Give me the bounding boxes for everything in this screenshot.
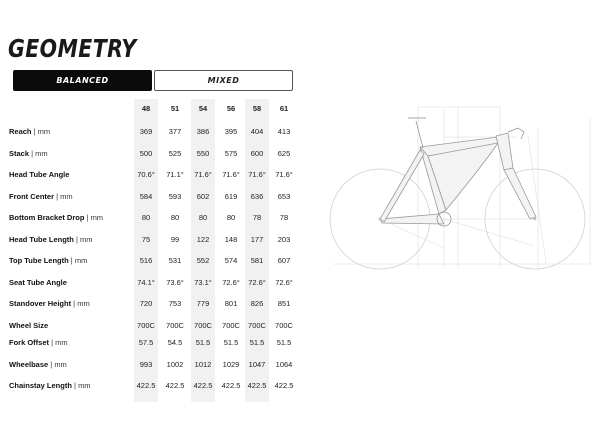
- row-label: Chainstay Length | mm: [9, 381, 91, 390]
- row-label-name: Chainstay Length: [9, 381, 72, 390]
- table-cell: 581: [250, 256, 264, 265]
- table-cell: 73.6°: [166, 278, 184, 287]
- row-label-name: Head Tube Length: [9, 235, 74, 244]
- table-cell: 377: [168, 127, 182, 136]
- table-cell: 71.6°: [275, 170, 293, 179]
- table-cell: 500: [139, 149, 153, 158]
- table-cell: 826: [250, 299, 264, 308]
- row-label: Reach | mm: [9, 127, 51, 136]
- row-label: Front Center | mm: [9, 192, 73, 201]
- table-cell: 70.6°: [137, 170, 155, 179]
- row-label-name: Stack: [9, 149, 30, 158]
- table-cell: 71.6°: [222, 170, 240, 179]
- table-cell: 78: [252, 213, 262, 222]
- table-cell: 71.6°: [194, 170, 212, 179]
- row-label: Head Tube Length | mm: [9, 235, 93, 244]
- table-cell: 993: [139, 360, 153, 369]
- table-cell: 625: [277, 149, 291, 158]
- table-cell: 80: [198, 213, 208, 222]
- row-label: [9, 278, 67, 287]
- table-cell: 386: [196, 127, 210, 136]
- row-label-name: Reach: [9, 127, 32, 136]
- table-cell: 1047: [248, 360, 266, 369]
- row-label-name: Fork Offset: [9, 338, 50, 347]
- table-cell: 80: [170, 213, 180, 222]
- row-label-name: Wheel Size: [9, 321, 49, 330]
- row-label-unit: mm: [74, 256, 88, 265]
- table-cell: 99: [170, 235, 180, 244]
- size-column-bg: [245, 99, 269, 402]
- table-cell: 531: [168, 256, 182, 265]
- row-label-unit: mm: [35, 149, 48, 158]
- table-cell: 72.6°: [248, 278, 266, 287]
- row-label-name: Bottom Bracket Drop: [9, 213, 85, 222]
- table-cell: 80: [141, 213, 151, 222]
- row-label: Top Tube Length | mm: [9, 256, 88, 265]
- row-label-name: Head Tube Angle: [9, 170, 70, 179]
- row-label-unit: mm: [37, 127, 51, 136]
- table-cell: 700C: [166, 321, 184, 330]
- row-label-name: Wheelbase: [9, 360, 49, 369]
- table-cell: 700C: [275, 321, 293, 330]
- table-cell: 80: [226, 213, 236, 222]
- row-label: Bottom Bracket Drop | mm: [9, 213, 104, 222]
- size-header: 56: [226, 104, 236, 113]
- table-cell: 422.5: [165, 381, 185, 390]
- table-cell: 700C: [137, 321, 155, 330]
- table-cell: 54.5: [167, 338, 183, 347]
- table-cell: 607: [277, 256, 291, 265]
- size-header: 48: [141, 104, 151, 113]
- table-cell: 801: [224, 299, 238, 308]
- table-cell: 71.1°: [166, 170, 184, 179]
- table-cell: 369: [139, 127, 153, 136]
- size-header: 54: [198, 104, 208, 113]
- table-cell: 75: [141, 235, 151, 244]
- size-column-bg: [134, 99, 158, 402]
- table-cell: 593: [168, 192, 182, 201]
- table-cell: 779: [196, 299, 210, 308]
- table-cell: 413: [277, 127, 291, 136]
- row-label-unit: mm: [77, 299, 90, 308]
- table-cell: 1029: [222, 360, 240, 369]
- table-cell: 550: [196, 149, 210, 158]
- table-cell: 122: [196, 235, 210, 244]
- table-cell: 653: [277, 192, 291, 201]
- table-cell: 584: [139, 192, 153, 201]
- table-cell: 574: [224, 256, 238, 265]
- table-cell: 422.5: [221, 381, 241, 390]
- table-cell: 148: [224, 235, 238, 244]
- table-cell: 51.5: [223, 338, 239, 347]
- table-cell: 600: [250, 149, 264, 158]
- table-cell: 552: [196, 256, 210, 265]
- row-label: Standover Height | mm: [9, 299, 90, 308]
- table-cell: 602: [196, 192, 210, 201]
- table-cell: 51.5: [195, 338, 211, 347]
- table-cell: 51.5: [276, 338, 292, 347]
- table-cell: 404: [250, 127, 264, 136]
- table-cell: 1002: [166, 360, 184, 369]
- row-label: Fork Offset | mm: [9, 338, 68, 347]
- row-label: [9, 321, 48, 330]
- table-cell: 525: [168, 149, 182, 158]
- table-cell: 619: [224, 192, 238, 201]
- table-cell: 720: [139, 299, 153, 308]
- row-label-name: Top Tube Length: [9, 256, 69, 265]
- page-title: GEOMETRY: [8, 34, 137, 63]
- table-cell: 74.1°: [137, 278, 155, 287]
- table-cell: 700C: [248, 321, 266, 330]
- row-label-name: Front Center: [9, 192, 54, 201]
- tab-mixed[interactable]: MIXED: [154, 70, 293, 91]
- table-cell: 753: [168, 299, 182, 308]
- table-cell: 851: [277, 299, 291, 308]
- table-cell: 700C: [194, 321, 212, 330]
- table-cell: 422.5: [193, 381, 213, 390]
- table-cell: 636: [250, 192, 264, 201]
- row-label-unit: mm: [55, 338, 68, 347]
- size-column-bg: [191, 99, 215, 402]
- row-label-unit: mm: [60, 192, 73, 201]
- table-cell: 516: [139, 256, 153, 265]
- table-cell: 395: [224, 127, 238, 136]
- table-cell: 1012: [194, 360, 212, 369]
- table-cell: 71.6°: [248, 170, 266, 179]
- table-cell: 78: [279, 213, 289, 222]
- row-label-unit: mm: [90, 213, 104, 222]
- tab-balanced[interactable]: BALANCED: [13, 70, 152, 91]
- row-label-unit: mm: [54, 360, 67, 369]
- row-label: Wheelbase | mm: [9, 360, 67, 369]
- row-label-unit: mm: [80, 235, 93, 244]
- table-cell: 1064: [275, 360, 293, 369]
- row-label-name: Seat Tube Angle: [9, 278, 67, 287]
- bike-geometry-diagram-icon: [328, 88, 594, 278]
- table-cell: 72.6°: [275, 278, 293, 287]
- row-label-unit: mm: [78, 381, 91, 390]
- table-cell: 422.5: [274, 381, 294, 390]
- table-cell: 422.5: [247, 381, 267, 390]
- table-cell: 57.5: [138, 338, 154, 347]
- table-cell: 575: [224, 149, 238, 158]
- table-cell: 203: [277, 235, 291, 244]
- table-cell: 422.5: [136, 381, 156, 390]
- table-cell: 73.1°: [194, 278, 212, 287]
- table-cell: 72.6°: [222, 278, 240, 287]
- table-cell: 51.5: [249, 338, 265, 347]
- row-label-name: Standover Height: [9, 299, 72, 308]
- table-cell: 177: [250, 235, 264, 244]
- row-label: Stack | mm: [9, 149, 48, 158]
- table-cell: 700C: [222, 321, 240, 330]
- size-header: 58: [252, 104, 262, 113]
- size-header: 61: [279, 104, 289, 113]
- row-label: [9, 170, 69, 179]
- size-header: 51: [170, 104, 180, 113]
